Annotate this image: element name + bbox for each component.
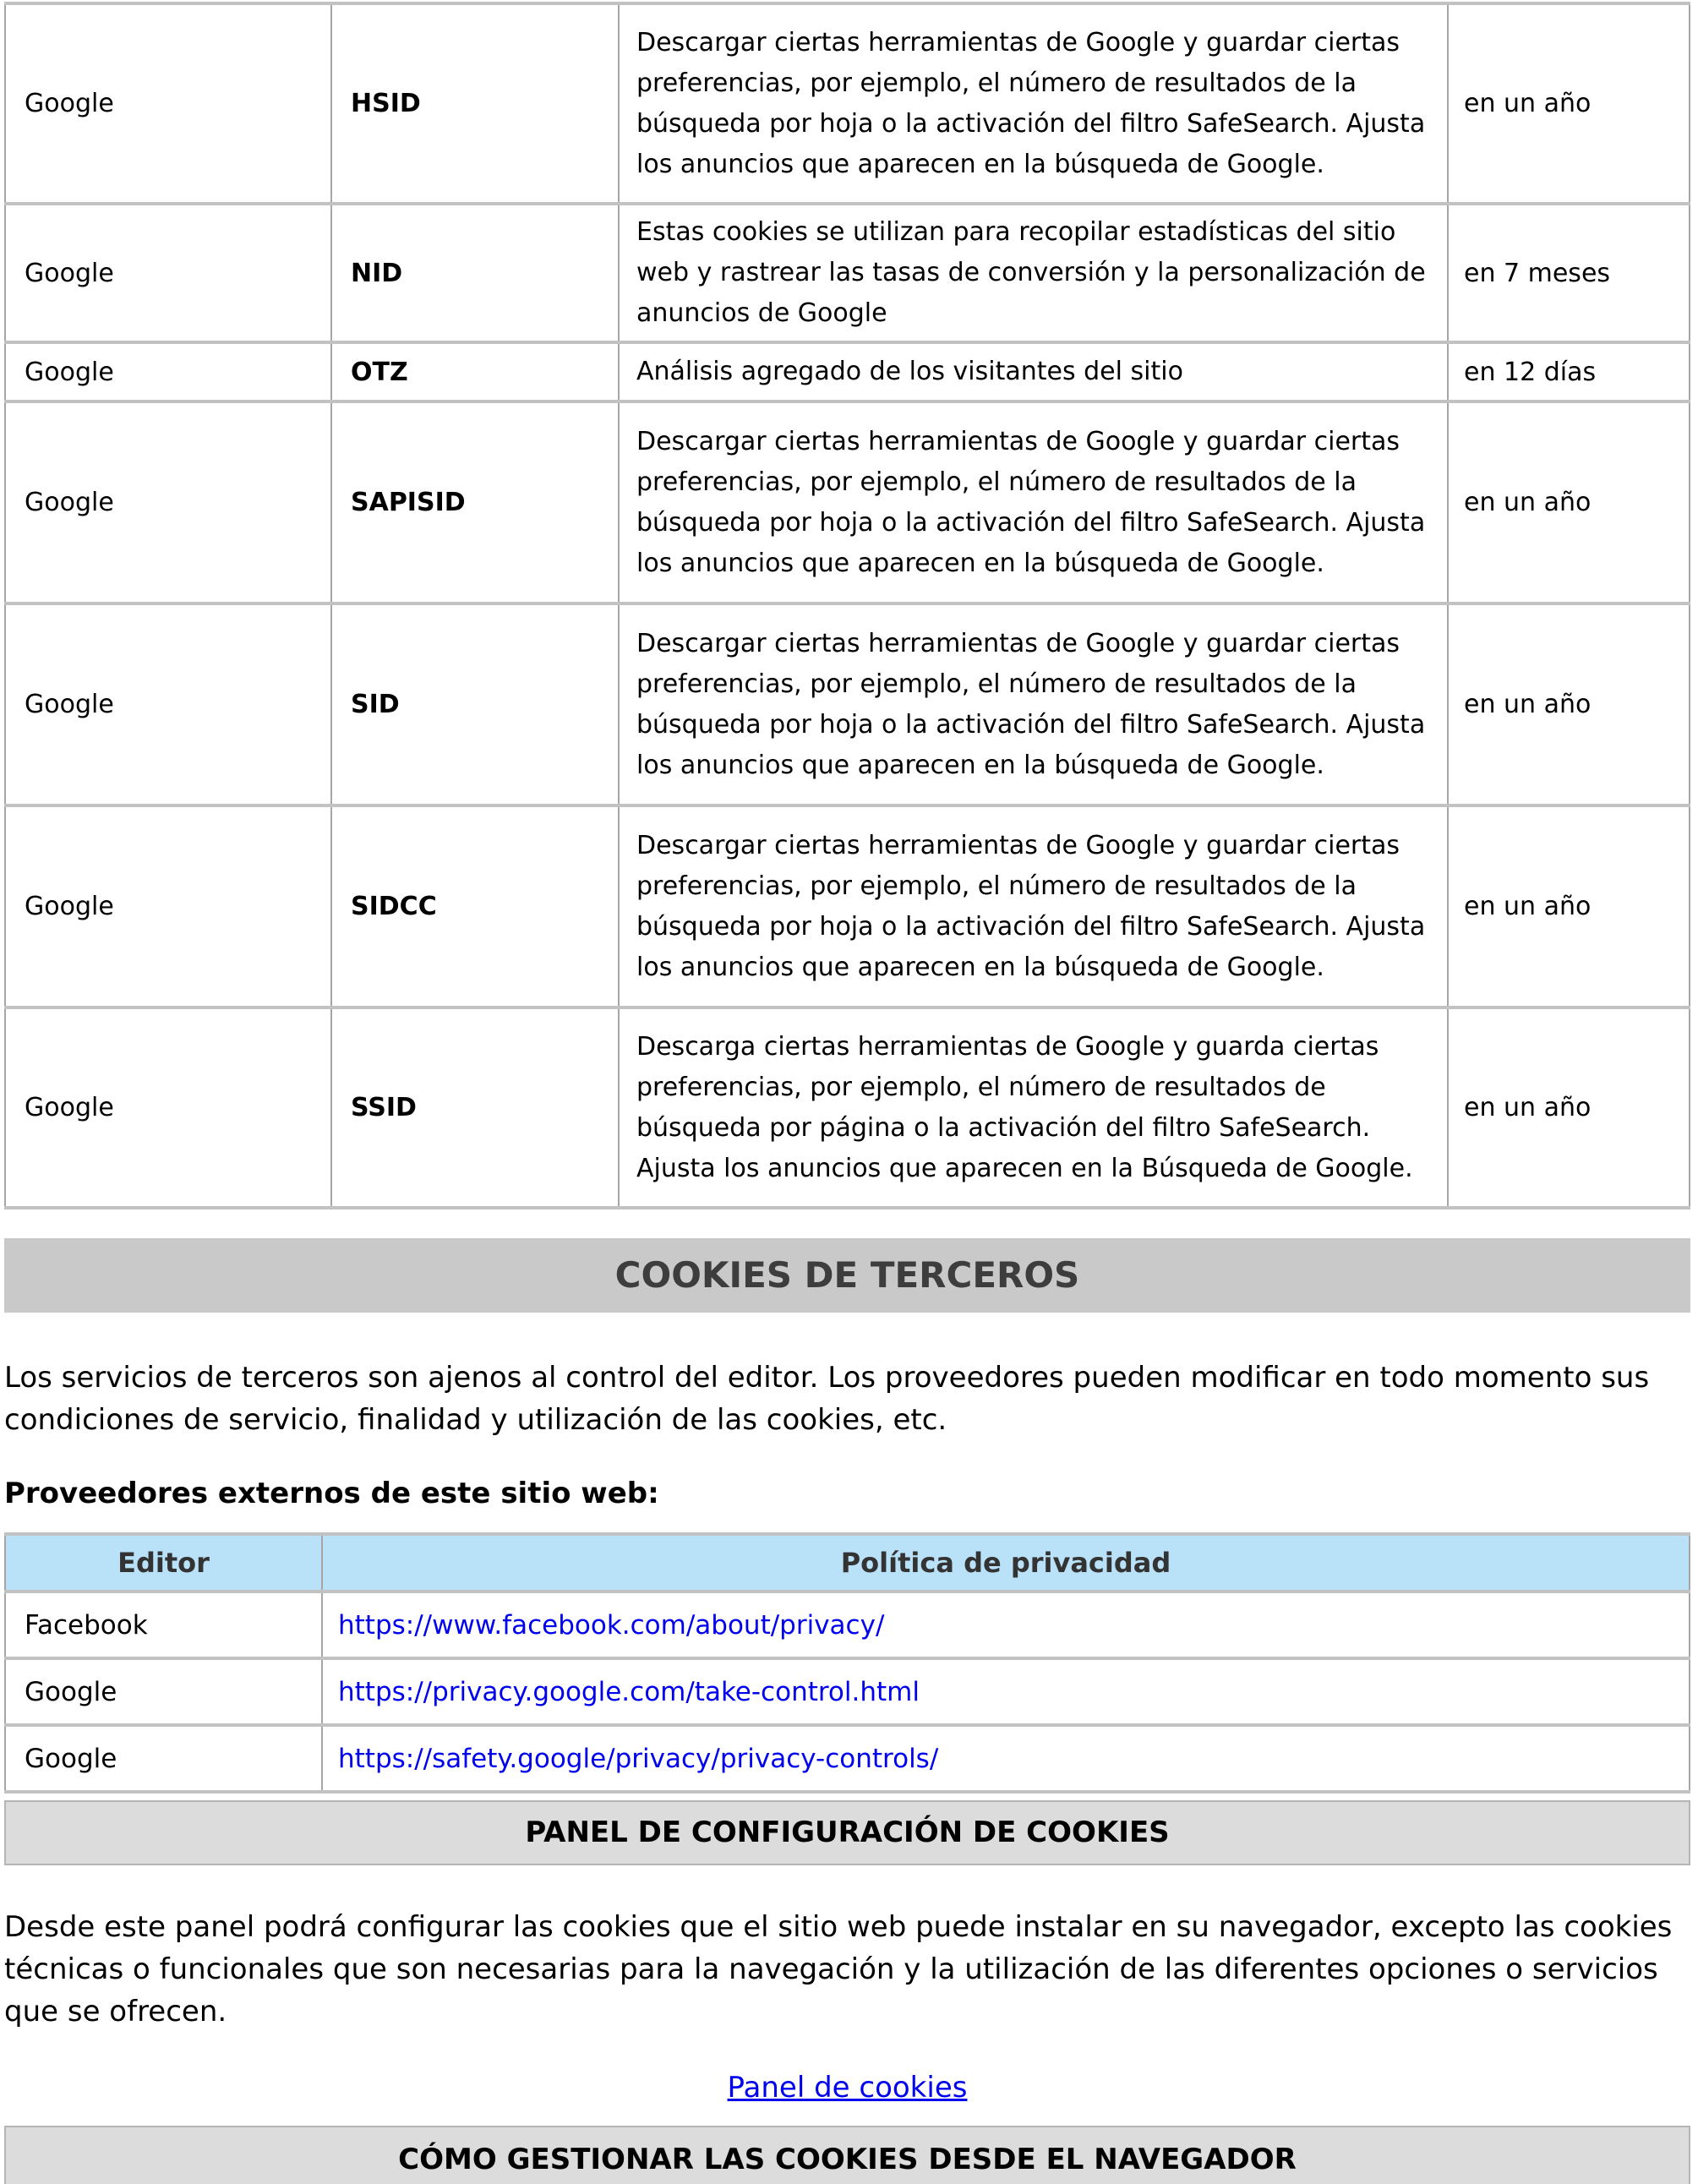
cookie-panel-link-line (4, 2067, 1690, 2109)
table-row (5, 1007, 1690, 1208)
table-row (5, 204, 1690, 342)
page-content (4, 2, 1690, 2184)
provider-editor-cell: Facebook (5, 1592, 322, 1658)
table-row (5, 603, 1690, 805)
table-row (5, 1592, 1690, 1658)
section-header-manage-cookies-browser: CÓMO GESTIONAR LAS COOKIES DESDE EL NAVEGADOR (4, 2126, 1690, 2184)
duration-cell: en 7 meses (1448, 204, 1690, 342)
description-cell: Descargar ciertas herramientas de Google y guardar ciertas preferencias, por ejemplo, el número de resultados de la búsqueda por hoja o la activación del filtro SafeSearch. Ajusta los anuncios que aparecen en la búsqueda de Google. (619, 603, 1448, 805)
table-row (5, 3, 1690, 204)
duration-cell: en 12 días (1448, 342, 1690, 401)
table-row (5, 1658, 1690, 1725)
description-cell: Descargar ciertas herramientas de Google y guardar ciertas preferencias, por ejemplo, el número de resultados de la búsqueda por hoja o la activación del filtro SafeSearch. Ajusta los anuncios que aparecen en la búsqueda de Google. (619, 805, 1448, 1007)
editor-cell: Google (5, 603, 331, 805)
table-header-row (5, 1534, 1690, 1592)
cookie-name-cell: SSID (331, 1007, 619, 1208)
cookie-name-cell: HSID (331, 3, 619, 204)
third-party-intro-text: Los servicios de terceros son ajenos al control del editor. Los proveedores pueden modificar en todo momento sus condiciones de servicio, finalidad y utilización de las cookies, etc. (4, 1361, 1650, 1437)
editor-cell: Google (5, 342, 331, 401)
cookie-name-cell: SIDCC (331, 805, 619, 1007)
cookie-name-cell: SID (331, 603, 619, 805)
cookie-name-cell: SAPISID (331, 401, 619, 603)
editor-cell: Google (5, 3, 331, 204)
section-header-cookie-settings-panel: PANEL DE CONFIGURACIÓN DE COOKIES (4, 1800, 1690, 1865)
duration-cell: en un año (1448, 3, 1690, 204)
cookie-policy-page (0, 2, 1698, 2184)
description-cell: Estas cookies se utilizan para recopilar estadísticas del sitio web y rastrear las tasas de conversión y la personalización de anuncios de Google (619, 204, 1448, 342)
description-cell: Descargar ciertas herramientas de Google y guardar ciertas preferencias, por ejemplo, el número de resultados de la búsqueda por hoja o la activación del filtro SafeSearch. Ajusta los anuncios que aparecen en la búsqueda de Google. (619, 401, 1448, 603)
cookie-panel-description: Desde este panel podrá configurar las cookies que el sitio web puede instalar en su navegador, excepto las cookies técnicas o funcionales que son necesarias para la navegación y la utilización de las diferentes opciones o servicios que se ofrecen. (4, 1910, 1673, 2028)
table-row (5, 1725, 1690, 1792)
providers-table (4, 1532, 1690, 1794)
table-row (5, 401, 1690, 603)
provider-editor-cell: Google (5, 1658, 322, 1725)
editor-cell: Google (5, 1007, 331, 1208)
editor-cell: Google (5, 805, 331, 1007)
providers-heading: Proveedores externos de este sitio web: (4, 1477, 659, 1510)
editor-cell: Google (5, 401, 331, 603)
description-cell: Descarga ciertas herramientas de Google y guarda ciertas preferencias, por ejemplo, el número de resultados de búsqueda por página o la activación del filtro SafeSearch. Ajusta los anuncios que aparecen en la Búsqueda de Google. (619, 1007, 1448, 1208)
column-header-privacy-policy: Política de privacidad (322, 1534, 1690, 1592)
provider-editor-cell: Google (5, 1725, 322, 1792)
duration-cell: en un año (1448, 401, 1690, 603)
privacy-policy-link-google-safety[interactable]: https://safety.google/privacy/privacy-controls/ (338, 1743, 939, 1774)
privacy-policy-link-facebook[interactable]: https://www.facebook.com/about/privacy/ (338, 1609, 885, 1641)
column-header-editor: Editor (5, 1534, 322, 1592)
table-row (5, 342, 1690, 401)
cookie-name-cell: OTZ (331, 342, 619, 401)
duration-cell: en un año (1448, 1007, 1690, 1208)
description-cell: Descargar ciertas herramientas de Google y guardar ciertas preferencias, por ejemplo, el número de resultados de la búsqueda por hoja o la activación del filtro SafeSearch. Ajusta los anuncios que aparecen en la búsqueda de Google. (619, 3, 1448, 204)
description-cell: Análisis agregado de los visitantes del sitio (619, 342, 1448, 401)
table-row (5, 805, 1690, 1007)
privacy-policy-link-google-privacy[interactable]: https://privacy.google.com/take-control.html (338, 1676, 920, 1707)
cookie-panel-link[interactable]: Panel de cookies (727, 2071, 968, 2105)
duration-cell: en un año (1448, 805, 1690, 1007)
cookies-table (4, 2, 1690, 1209)
duration-cell: en un año (1448, 603, 1690, 805)
section-header-third-party-cookies: COOKIES DE TERCEROS (4, 1238, 1690, 1313)
editor-cell: Google (5, 204, 331, 342)
cookie-name-cell: NID (331, 204, 619, 342)
